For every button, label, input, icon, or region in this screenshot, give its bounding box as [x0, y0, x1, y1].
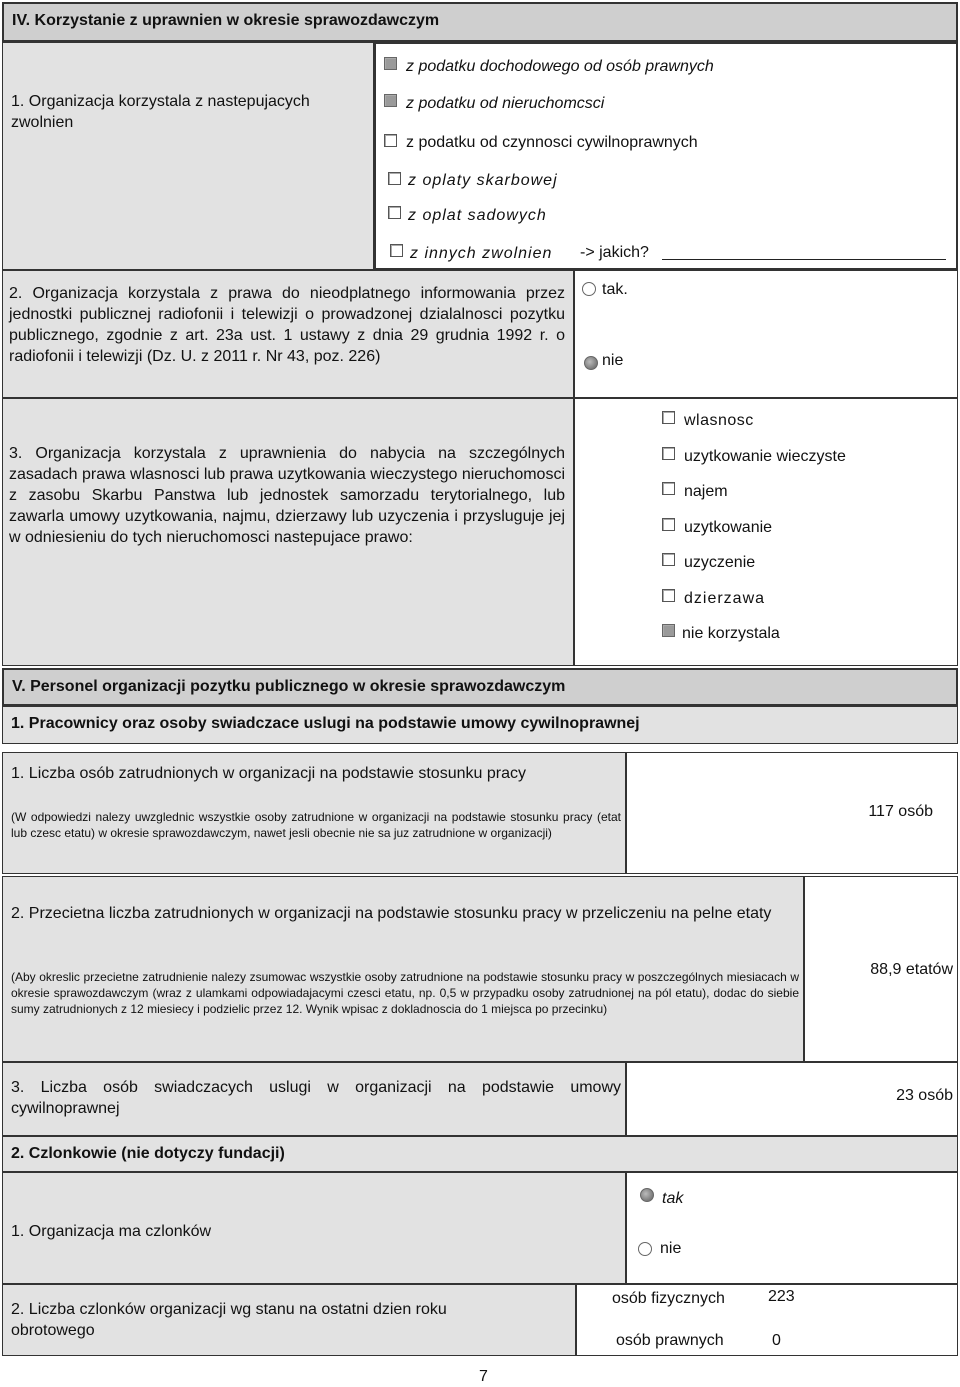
q1-option-2-checkbox[interactable]: [384, 134, 397, 147]
q3-label: 3. Organizacja korzystala z uprawnienia do nabycia na szczególnych zasadach prawa wlasnosci lub prawa uzytkowania wieczystego nieruchomosci z zasobu Skarbu Panstwa lub jednostek samorzadu terytorialnego, lub zawarla umowy uzytkowania, najmu, dzierzawy lub uzyczenia i przysluguje jej w odniesieniu do tych nieruchomosci nastepujace prawo:: [9, 445, 565, 546]
v1q2-value[interactable]: 88,9 etatów: [870, 961, 953, 978]
q1-option-0-label: z podatku dochodowego od osób prawnych: [406, 58, 714, 75]
q3-option-5-label: dzierzawa: [684, 590, 766, 607]
v1q1-label: 1. Liczba osób zatrudnionych w organizacji na podstawie stosunku pracy: [11, 765, 526, 782]
q2-option-1-radio[interactable]: [584, 356, 598, 370]
q1-label-cell: [2, 42, 374, 270]
q1-label: 1. Organizacja korzystala z nastepujacych zwolnien: [11, 93, 310, 131]
q1-option-1-label: z podatku od nieruchomcsci: [406, 95, 605, 112]
v1q3-label: 3. Liczba osób swiadczacych uslugi w organizacji na podstawie umowy cywilnoprawnej: [11, 1079, 621, 1117]
v2q1-option-1-label: nie: [660, 1240, 682, 1257]
sub2-title: 2. Czlonkowie (nie dotyczy fundacji): [11, 1145, 285, 1162]
q1-other-input-line[interactable]: [662, 259, 946, 260]
q1-option-3-label: z oplaty skarbowej: [408, 172, 558, 189]
v1q1-value[interactable]: 117 osób: [868, 803, 933, 820]
section-iv-header: [2, 2, 958, 42]
q1-option-4-checkbox[interactable]: [388, 206, 401, 219]
q2-option-0-label: tak.: [602, 281, 628, 298]
q3-option-2-label: najem: [684, 483, 728, 500]
v2q1-option-1-radio[interactable]: [638, 1242, 652, 1256]
q1-option-5-label: z innych zwolnien: [410, 245, 553, 262]
v1q1-value-cell: [626, 752, 958, 874]
v2q2-row-1-value[interactable]: 0: [772, 1332, 781, 1349]
q3-option-1-checkbox[interactable]: [662, 447, 675, 460]
q3-option-0-checkbox[interactable]: [662, 411, 675, 424]
q2-option-0-radio[interactable]: [582, 282, 596, 296]
v1q1-note: (W odpowiedzi nalezy uwzglednic wszystkie osoby zatrudnione w organizacji na podstawie stosunku pracy (etat lub czesc etatu) w okresie sprawozdawczym, nawet jesli obecnie nie sa juz zatrudnione w organizacji): [11, 810, 621, 840]
q1-option-5-checkbox[interactable]: [390, 244, 403, 257]
q3-option-2-checkbox[interactable]: [662, 482, 675, 495]
q3-option-6-label: nie korzystala: [682, 625, 780, 642]
v2q1-option-0-label: tak: [662, 1190, 684, 1207]
q1-other-prompt: -> jakich?: [580, 244, 649, 261]
sub2-header: [2, 1136, 958, 1172]
v1q2-value-cell: [804, 876, 958, 1062]
q3-option-4-label: uzyczenie: [684, 554, 756, 571]
q3-option-6-checkbox[interactable]: [662, 624, 675, 637]
v2q2-row-1-label: osób prawnych: [616, 1332, 724, 1349]
q2-option-1-label: nie: [602, 352, 624, 369]
q1-option-0-checkbox[interactable]: [384, 57, 397, 70]
q3-label-cell: [2, 398, 574, 666]
v1q3-value[interactable]: 23 osób: [896, 1087, 953, 1104]
section-v-header: [2, 668, 958, 706]
v1q3-value-cell: [626, 1062, 958, 1136]
v2q2-label-cell: [2, 1284, 576, 1356]
q1-option-4-label: z oplat sadowych: [408, 207, 547, 224]
q3-option-1-label: uzytkowanie wieczyste: [684, 448, 846, 465]
v2q2-label: 2. Liczba czlonków organizacji wg stanu na ostatni dzien roku obrotowego: [11, 1301, 447, 1339]
sub1-header: [2, 706, 958, 744]
q1-option-3-checkbox[interactable]: [388, 172, 401, 185]
q3-option-0-label: wlasnosc: [684, 412, 754, 429]
q1-option-1-checkbox[interactable]: [384, 94, 397, 107]
v2q1-option-0-radio[interactable]: [640, 1188, 654, 1202]
v2q2-row-0-label: osób fizycznych: [612, 1290, 725, 1307]
v1q1-label-cell: [2, 752, 626, 874]
v1q2-label: 2. Przecietna liczba zatrudnionych w organizacji na podstawie stosunku pracy w przeliczeniu na pelne etaty: [11, 905, 772, 922]
section-iv-title: IV. Korzystanie z uprawnien w okresie sprawozdawczym: [12, 12, 440, 29]
q3-option-3-checkbox[interactable]: [662, 518, 675, 531]
q3-option-4-checkbox[interactable]: [662, 553, 675, 566]
v2q2-row-0-value[interactable]: 223: [768, 1288, 795, 1305]
q1-option-2-label: z podatku od czynnosci cywilnoprawnych: [406, 134, 698, 151]
q2-label-cell: [2, 270, 574, 398]
section-v-title: V. Personel organizacji pozytku publicznego w okresie sprawozdawczym: [12, 678, 566, 695]
v1q3-label-cell: [2, 1062, 626, 1136]
sub1-title: 1. Pracownicy oraz osoby swiadczace uslugi na podstawie umowy cywilnoprawnej: [11, 715, 640, 732]
v1q2-label-cell: [2, 876, 804, 1062]
q2-label: 2. Organizacja korzystala z prawa do nieodplatnego informowania przez jednostki publicznej radiofonii i telewizji o prowadzonej dzialalnosci pozytku publicznego, zgodnie z art. 23a ust. 1 ustawy z dnia 29 grudnia 1992 r. o radiofonii i telewizji (Dz. U. z 2011 r. Nr 43, poz. 226): [9, 285, 565, 365]
page-number: 7: [479, 1368, 488, 1385]
q3-option-3-label: uzytkowanie: [684, 519, 773, 536]
q2-options-cell: [574, 270, 958, 398]
v1q2-note: (Aby okreslic przecietne zatrudnienie nalezy zsumowac wszystkie osoby zatrudnione na podstawie stosunku pracy w poszczególnych miesiacach w okresie sprawozdawczym (wraz z ulamkami odpowiadajacymi czesci etatu, np. 0,5 w przypadku osoby zatrudnionej na pól etatu), dodac do siebie sumy zatrudnionych z 12 miesiecy i podzielic przez 12. Wynik wpisac z dokladnoscia do 1 miejsca po przecinku): [11, 970, 799, 1016]
q3-option-5-checkbox[interactable]: [662, 589, 675, 602]
v2q1-label-cell: [2, 1172, 626, 1284]
v2q1-label: 1. Organizacja ma czlonków: [11, 1223, 212, 1240]
